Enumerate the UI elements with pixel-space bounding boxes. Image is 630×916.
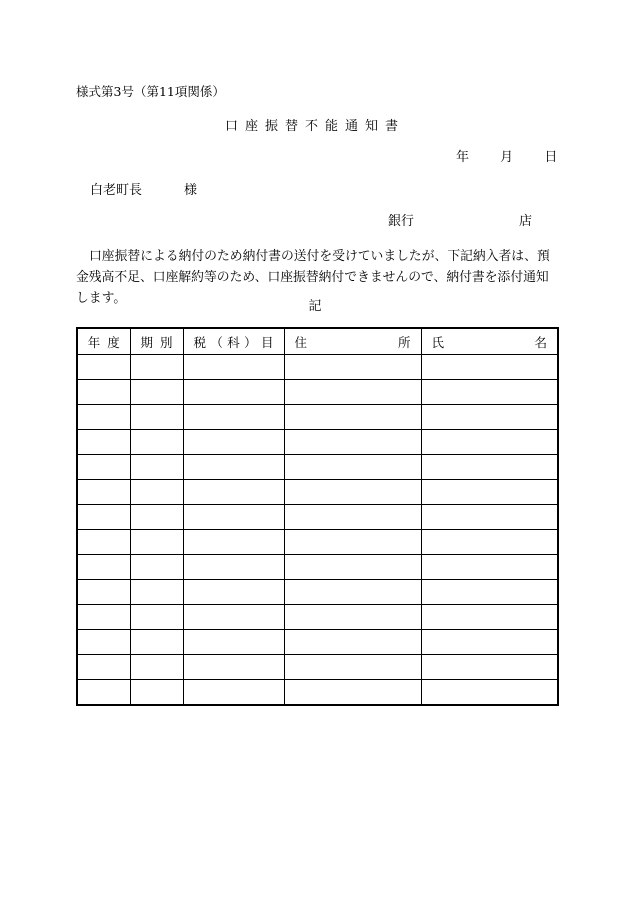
- header-period-char-2: 別: [160, 334, 173, 350]
- header-fiscal-year: [77, 328, 130, 355]
- cell-name: [421, 555, 558, 580]
- header-tax-char-2: （: [210, 334, 223, 350]
- cell-fiscal-year: [77, 455, 130, 480]
- cell-fiscal-year: [77, 630, 130, 655]
- table-row: [77, 655, 558, 680]
- cell-name: [421, 505, 558, 530]
- cell-address: [284, 455, 421, 480]
- cell-period: [130, 555, 183, 580]
- header-fiscal-year-char-1: 年: [87, 334, 101, 350]
- cell-tax-item: [183, 630, 284, 655]
- table-row: [77, 405, 558, 430]
- document-title: 口座振替不能通知書: [224, 119, 405, 134]
- cell-address: [284, 555, 421, 580]
- table-body: [77, 355, 558, 706]
- cell-tax-item: [183, 480, 284, 505]
- cell-address: [284, 430, 421, 455]
- header-period-char-1: 期: [140, 334, 153, 350]
- cell-fiscal-year: [77, 605, 130, 630]
- cell-name: [421, 355, 558, 380]
- body-text: 口座振替による納付のため納付書の送付を受けていましたが、下記納入者は、預金残高不足、口座解約等のため、口座振替納付できませんので、納付書を添付通知します。: [76, 249, 550, 306]
- table-header-row: [77, 328, 558, 355]
- cell-period: [130, 405, 183, 430]
- table-row: [77, 555, 558, 580]
- table-row: [77, 380, 558, 405]
- cell-period: [130, 580, 183, 605]
- cell-tax-item: [183, 680, 284, 706]
- table-row: [77, 355, 558, 380]
- table-row: [77, 530, 558, 555]
- cell-name: [421, 680, 558, 706]
- cell-tax-item: [183, 555, 284, 580]
- cell-address: [284, 630, 421, 655]
- cell-tax-item: [183, 405, 284, 430]
- cell-tax-item: [183, 580, 284, 605]
- table-row: [77, 605, 558, 630]
- cell-fiscal-year: [77, 555, 130, 580]
- sender-bank: [388, 215, 532, 228]
- table-row: [77, 630, 558, 655]
- cell-fiscal-year: [77, 655, 130, 680]
- date-year: 年: [456, 150, 470, 165]
- table-row: [77, 480, 558, 505]
- cell-period: [130, 480, 183, 505]
- cell-fiscal-year: [77, 530, 130, 555]
- date-day: 日: [544, 150, 558, 165]
- table-row: [77, 505, 558, 530]
- form-number: 様式第3号（第11項関係）: [76, 84, 225, 99]
- header-tax-char-5: 目: [260, 334, 274, 350]
- cell-period: [130, 655, 183, 680]
- date-month: 月: [500, 150, 514, 165]
- record-table: [76, 327, 559, 706]
- addressee: [90, 184, 197, 197]
- cell-period: [130, 505, 183, 530]
- cell-period: [130, 605, 183, 630]
- header-tax-item: [183, 328, 284, 355]
- cell-name: [421, 455, 558, 480]
- cell-period: [130, 530, 183, 555]
- header-address-char-1: 住: [294, 334, 308, 350]
- table-row: [77, 680, 558, 706]
- cell-fiscal-year: [77, 580, 130, 605]
- cell-tax-item: [183, 655, 284, 680]
- cell-tax-item: [183, 530, 284, 555]
- cell-tax-item: [183, 430, 284, 455]
- cell-fiscal-year: [77, 355, 130, 380]
- cell-period: [130, 355, 183, 380]
- header-tax-char-3: 科: [227, 334, 240, 350]
- date-line: [456, 151, 557, 164]
- cell-period: [130, 630, 183, 655]
- cell-period: [130, 380, 183, 405]
- cell-tax-item: [183, 505, 284, 530]
- header-tax-char-1: 税: [193, 334, 207, 350]
- cell-fiscal-year: [77, 480, 130, 505]
- cell-address: [284, 530, 421, 555]
- cell-tax-item: [183, 380, 284, 405]
- cell-name: [421, 655, 558, 680]
- cell-fiscal-year: [77, 680, 130, 706]
- cell-address: [284, 380, 421, 405]
- header-fiscal-year-char-2: 度: [107, 334, 120, 350]
- cell-address: [284, 655, 421, 680]
- cell-name: [421, 630, 558, 655]
- cell-name: [421, 380, 558, 405]
- cell-name: [421, 530, 558, 555]
- cell-address: [284, 355, 421, 380]
- cell-tax-item: [183, 455, 284, 480]
- table-row: [77, 430, 558, 455]
- bank-label: 銀行: [388, 214, 415, 229]
- cell-period: [130, 430, 183, 455]
- cell-name: [421, 430, 558, 455]
- cell-fiscal-year: [77, 430, 130, 455]
- cell-name: [421, 580, 558, 605]
- table-row: [77, 580, 558, 605]
- cell-period: [130, 455, 183, 480]
- cell-fiscal-year: [77, 405, 130, 430]
- addressee-name: 白老町長: [90, 183, 143, 198]
- header-address-char-2: 所: [397, 334, 411, 350]
- branch-label: 店: [519, 214, 533, 229]
- header-name-char-2: 名: [534, 334, 547, 350]
- cell-name: [421, 605, 558, 630]
- header-name-char-1: 氏: [431, 334, 445, 350]
- cell-address: [284, 580, 421, 605]
- table-row: [77, 455, 558, 480]
- header-period: [130, 328, 183, 355]
- header-name: [421, 328, 558, 355]
- cell-name: [421, 480, 558, 505]
- cell-address: [284, 480, 421, 505]
- header-address: [284, 328, 421, 355]
- cell-name: [421, 405, 558, 430]
- cell-address: [284, 605, 421, 630]
- cell-fiscal-year: [77, 380, 130, 405]
- cell-tax-item: [183, 605, 284, 630]
- cell-address: [284, 505, 421, 530]
- cell-address: [284, 680, 421, 706]
- cell-tax-item: [183, 355, 284, 380]
- cell-address: [284, 405, 421, 430]
- header-tax-char-4: ）: [244, 334, 257, 350]
- cell-fiscal-year: [77, 505, 130, 530]
- addressee-honorific: 様: [184, 183, 198, 198]
- cell-period: [130, 680, 183, 706]
- ki-label: 記: [308, 299, 322, 314]
